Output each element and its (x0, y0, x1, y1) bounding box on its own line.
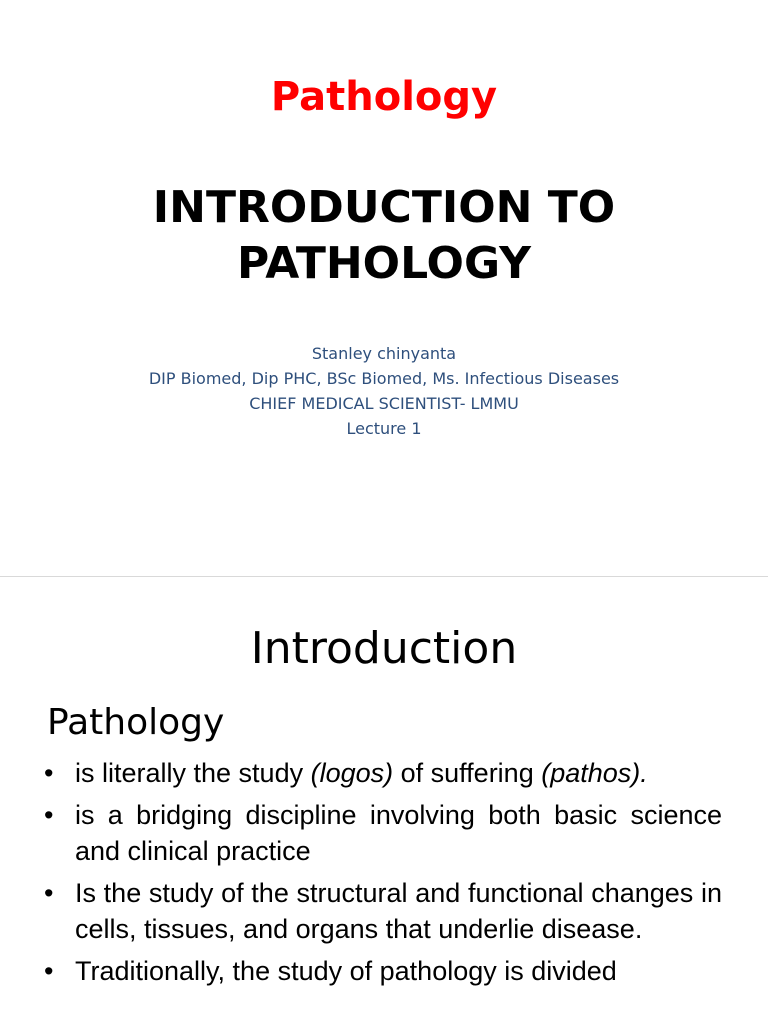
author-block (0, 341, 768, 441)
main-title (60, 180, 708, 292)
main-title-line-2: PATHOLOGY (237, 238, 531, 289)
bullet-text: Is the study of the structural and functional changes in cells, tissues, and organs that underlie disease. (75, 878, 722, 944)
section-heading: Pathology (47, 702, 225, 743)
slide-title: Introduction (250, 623, 518, 674)
bullet-emphasis: (logos) (310, 758, 394, 788)
bullet-text: Traditionally, the study of pathology is divided (75, 956, 617, 986)
bullet-text: is a bridging discipline involving both basic science and clinical practice (75, 800, 722, 866)
bullet-marker: • (44, 800, 54, 830)
bullet-text: is literally the study (75, 758, 311, 788)
list-item (44, 953, 722, 989)
list-item (44, 875, 722, 947)
author-position: CHIEF MEDICAL SCIENTIST- LMMU (249, 394, 519, 413)
bullet-emphasis: (pathos). (541, 758, 648, 788)
bullet-marker: • (44, 878, 54, 908)
introduction-slide (0, 576, 768, 1024)
author-qualifications: DIP Biomed, Dip PHC, BSc Biomed, Ms. Infectious Diseases (148, 369, 620, 388)
bullet-list (44, 755, 722, 995)
bullet-marker: • (44, 956, 54, 986)
list-item (44, 797, 722, 869)
lecture-number: Lecture 1 (346, 419, 422, 438)
author-name: Stanley chinyanta (311, 344, 457, 363)
bullet-marker: • (44, 758, 54, 788)
list-item (44, 755, 722, 791)
bullet-text: of suffering (393, 758, 542, 788)
main-title-line-1: INTRODUCTION TO (152, 182, 616, 233)
subject-title: Pathology (270, 74, 498, 120)
